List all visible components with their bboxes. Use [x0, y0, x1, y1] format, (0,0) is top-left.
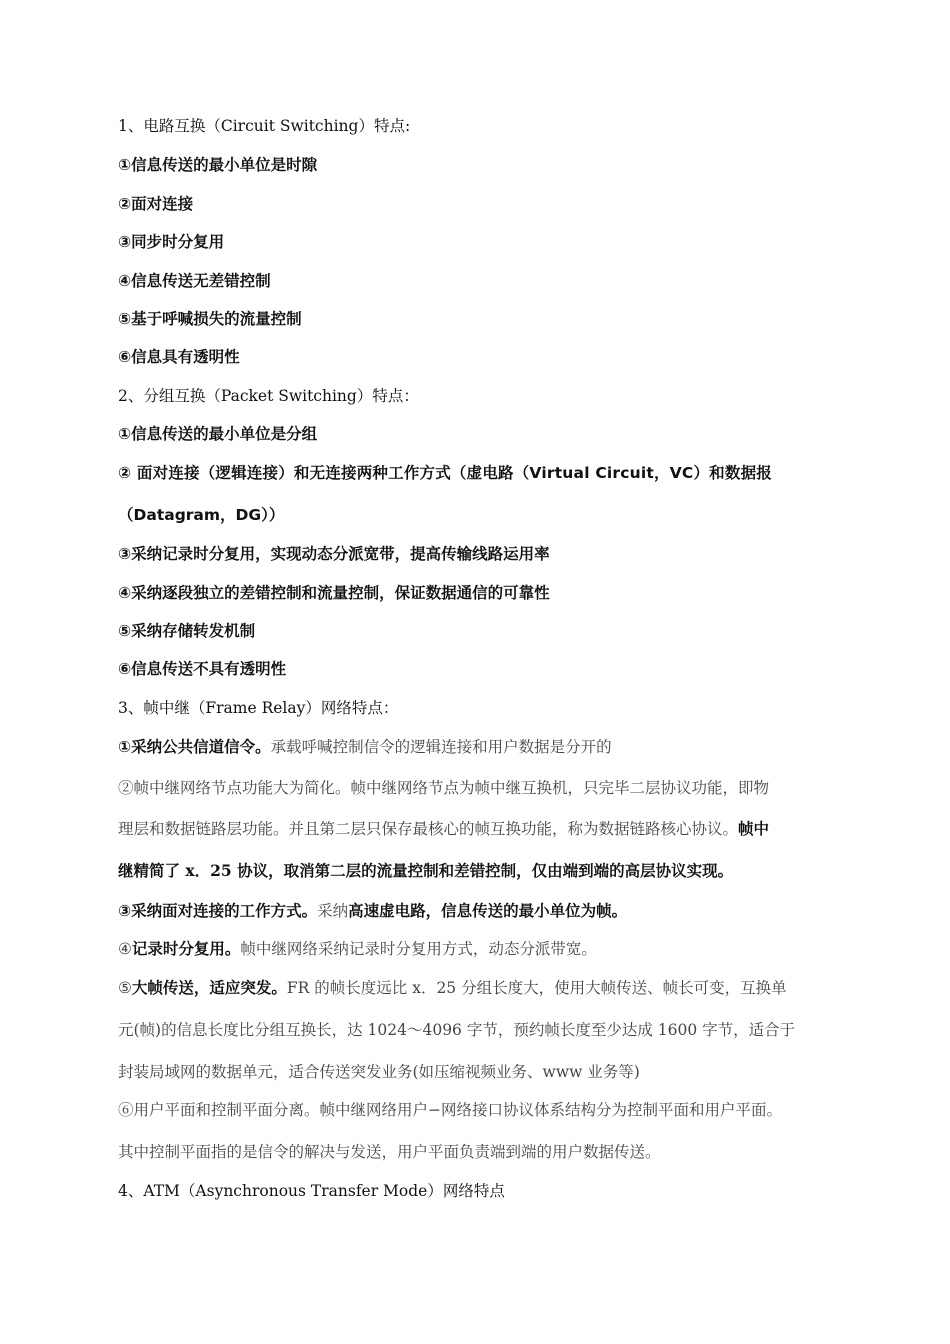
section-2-item-1: ①信息传送的最小单位是分组	[118, 425, 318, 443]
point-3-bold-1: ③采纳面对连接的工作方式。	[118, 902, 318, 920]
point-3-bold-2: 高速虚电路，信息传送的最小单位为帧。	[348, 902, 628, 920]
section-3-point-5-line-3: 封装局域网的数据单元，适合传送突发业务(如压缩视频业务、www 业务等)	[118, 1063, 640, 1081]
section-2-heading: 2、分组互换（Packet Switching）特点：	[118, 387, 419, 405]
section-3-point-2-line-2	[118, 819, 769, 839]
section-2-item-6: ⑥信息传送不具有透明性	[118, 660, 287, 678]
section-1-item-3: ③同步时分复用	[118, 233, 225, 251]
point-2-bold: 帧中	[738, 819, 770, 838]
section-3-point-6-line-1: ⑥用户平面和控制平面分离。帧中继网络用户−网络接口协议体系结构分为控制平面和用户平面。	[118, 1101, 782, 1119]
section-3-point-1	[118, 737, 612, 757]
section-3-point-5-line-2: 元(帧)的信息长度比分组互换长，达 1024～4096 字节，预约帧长度至少达成 1600 字节，适合于	[118, 1021, 796, 1039]
section-3-point-4	[118, 939, 597, 959]
section-3-point-2-line-3: 继精简了 x．25 协议，取消第二层的流量控制和差错控制，仅由端到端的高层协议实现。	[118, 861, 734, 880]
section-3-point-5-line-1	[118, 978, 787, 998]
section-2-item-3: ③采纳记录时分复用，实现动态分派宽带，提高传输线路运用率	[118, 545, 550, 563]
section-3-point-2-line-1: ②帧中继网络节点功能大为简化。帧中继网络节点为帧中继互换机，只完毕二层协议功能，即物	[118, 779, 770, 797]
section-1-item-4: ④信息传送无差错控制	[118, 272, 271, 290]
section-2-item-5: ⑤采纳存储转发机制	[118, 622, 256, 640]
point-1-text: 承载呼喊控制信令的逻辑连接和用户数据是分开的	[270, 738, 612, 756]
section-3-heading: 3、帧中继（Frame Relay）网络特点：	[118, 699, 399, 717]
section-1-item-5: ⑤基于呼喊损失的流量控制	[118, 310, 302, 328]
section-2-item-2: ② 面对连接（逻辑连接）和无连接两种工作方式（虚电路（Virtual Circuit，VC）和数据报	[118, 464, 772, 482]
point-3-text: 采纳	[317, 902, 349, 920]
point-2-text: 理层和数据链路层功能。并且第二层只保存最核心的帧互换功能，称为数据链路核心协议。	[118, 820, 739, 838]
point-5-number: ⑤	[118, 979, 132, 997]
point-1-bold: ①采纳公共信道信令。	[118, 738, 271, 756]
point-4-text: 帧中继网络采纳记录时分复用方式，动态分派带宽。	[240, 940, 597, 958]
section-1-item-1: ①信息传送的最小单位是时隙	[118, 156, 318, 174]
point-5-text: FR 的帧长度远比 x．25 分组长度大，使用大帧传送、帧长可变，互换单	[286, 979, 787, 997]
point-4-number: ④	[118, 940, 132, 958]
point-4-bold: 记录时分复用。	[131, 939, 241, 958]
section-1-item-6: ⑥信息具有透明性	[118, 348, 240, 366]
section-1-heading: 1、电路互换（Circuit Switching）特点:	[118, 117, 411, 135]
section-4-heading: 4、ATM（Asynchronous Transfer Mode）网络特点	[118, 1182, 505, 1200]
section-3-point-3	[118, 901, 627, 921]
section-3-point-6-line-2: 其中控制平面指的是信令的解决与发送，用户平面负责端到端的用户数据传送。	[118, 1143, 661, 1161]
section-2-item-2-cont: （Datagram，DG））	[118, 506, 285, 524]
point-5-bold: 大帧传送，适应突发。	[131, 978, 287, 997]
section-1-item-2: ②面对连接	[118, 195, 194, 213]
section-2-item-4: ④采纳逐段独立的差错控制和流量控制，保证数据通信的可靠性	[118, 584, 550, 602]
